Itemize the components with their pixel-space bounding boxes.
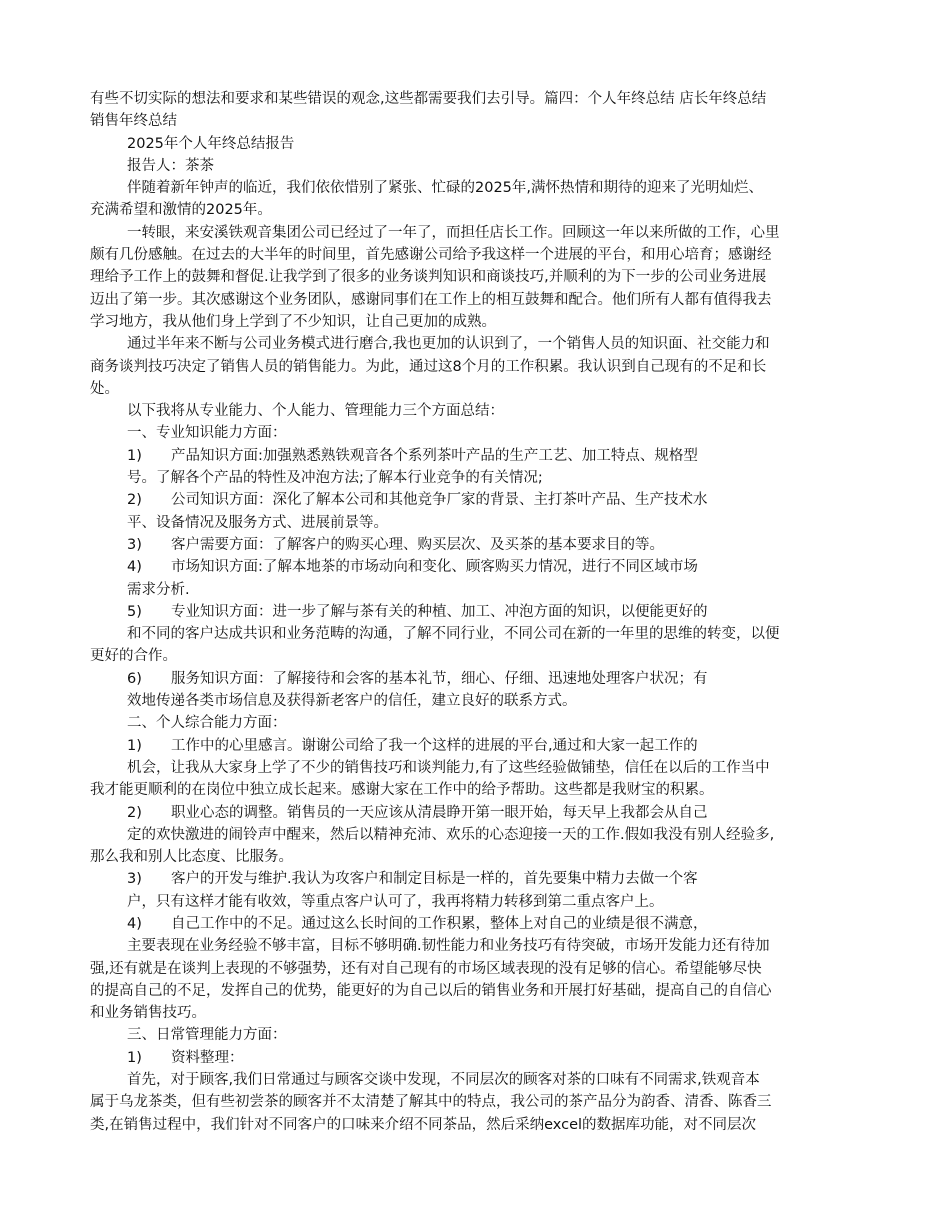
line-text: 自己工作中的不足。通过这么长时间的工作积累，整体上对自己的业绩是很不满意， (171, 915, 708, 932)
text-line (90, 846, 862, 868)
line-text: 客户的开发与维护.我认为攻客户和制定目标是一样的，首先要集中精力去做一个客 (171, 871, 698, 888)
text-line (90, 1091, 862, 1113)
line-text: 属于乌龙茶类，但有些初尝茶的顾客并不太清楚了解其中的特点，我公司的茶产品分为韵香、清香、陈香三 (90, 1094, 772, 1111)
text-line (90, 289, 862, 311)
text-line (90, 980, 862, 1002)
line-text: 伴随着新年钟声的临近，我们依依惜别了紧张、忙碌的2025年,满怀热情和期待的迎来了光明灿烂、 (127, 180, 764, 197)
line-text: 产品知识方面:加强熟悉熟铁观音各个系列茶叶产品的生产工艺、加工特点、规格型 (171, 447, 698, 464)
line-text: 户，只有这样才能有收效，等重点客户认可了，我再将精力转移到第二重点客户上。 (127, 893, 664, 910)
text-line (90, 824, 862, 846)
text-line (90, 891, 862, 913)
line-text: 那么我和别人比态度、比服务。 (90, 849, 293, 866)
line-text: 三、日常管理能力方面： (127, 1027, 287, 1044)
text-line (90, 579, 862, 601)
text-line (90, 356, 862, 378)
list-number: 3) (127, 871, 142, 888)
line-text: 2025年个人年终总结报告 (127, 135, 295, 152)
line-text: 工作中的心里感言。谢谢公司给了我一个这样的进展的平台,通过和大家一起工作的 (171, 737, 698, 754)
line-text: 充满希望和激情的2025年。 (90, 202, 272, 219)
text-line (90, 556, 862, 578)
text-line (90, 400, 862, 422)
line-text: 需求分析. (127, 581, 190, 598)
list-number: 4) (127, 559, 142, 576)
text-line (90, 133, 862, 155)
list-number: 6) (127, 670, 142, 687)
line-text: 理给予工作上的鼓舞和督促.让我学到了很多的业务谈判知识和商谈技巧,并顺利的为下一步的公司业务进展 (90, 269, 767, 286)
line-text: 销售年终总结 (90, 113, 177, 130)
line-text: 迈出了第一步。其次感谢这个业务团队，感谢同事们在工作上的相互鼓舞和配合。他们所有人都有值得我去 (90, 291, 772, 308)
text-line (90, 311, 862, 333)
line-text: 和不同的客户达成共识和业务范畴的沟通，了解不同行业，不同公司在新的一年里的思维的转变，以便 (127, 626, 780, 643)
text-line (90, 802, 862, 824)
line-text: 商务谈判技巧决定了销售人员的销售能力。为此，通过这8个月的工作积累。我认识到自己现有的不足和长 (90, 358, 767, 375)
line-text: 首先，对于顾客,我们日常通过与顾客交谈中发现，不同层次的顾客对茶的口味有不同需求,铁观音本 (127, 1072, 760, 1089)
text-line (90, 110, 862, 132)
list-number: 3) (127, 536, 142, 553)
line-text: 学习地方，我从他们身上学到了不少知识，让自己更加的成熟。 (90, 313, 496, 330)
line-text: 客户需要方面：了解客户的购买心理、购买层次、及买茶的基本要求目的等。 (171, 536, 664, 553)
line-text: 颇有几份感触。在过去的大半年的时间里，首先感谢公司给予我这样一个进展的平台，和用心培育；感谢经 (90, 247, 772, 264)
text-line (90, 668, 862, 690)
line-text: 我才能更顺利的在岗位中独立成长起来。感谢大家在工作中的给予帮助。这些都是我财宝的积累。 (90, 782, 714, 799)
line-text: 平、设备情况及服务方式、进展前景等。 (127, 514, 388, 531)
list-number: 2) (127, 492, 142, 509)
text-line (90, 690, 862, 712)
text-line (90, 712, 862, 734)
line-text: 服务知识方面：了解接待和会客的基本礼节，细心、仔细、迅速地处理客户状况；有 (171, 670, 708, 687)
line-text: 和业务销售技巧。 (90, 1005, 206, 1022)
line-text: 类,在销售过程中，我们针对不同客户的口味来介绍不同茶品，然后采纳excel的数据库功能，对不同层次 (90, 1116, 757, 1133)
line-text: 一、专业知识能力方面： (127, 425, 287, 442)
text-line (90, 177, 862, 199)
text-line (90, 868, 862, 890)
line-text: 效地传递各类市场信息及获得新老客户的信任，建立良好的联系方式。 (127, 693, 577, 710)
text-line (90, 1024, 862, 1046)
line-text: 处。 (90, 380, 119, 397)
line-text: 机会，让我从大家身上学了不少的销售技巧和谈判能力,有了这些经验做铺垫，信任在以后的工作当中 (127, 759, 770, 776)
text-line (90, 88, 862, 110)
text-line (90, 422, 862, 444)
text-line (90, 935, 862, 957)
text-line (90, 199, 862, 221)
line-text: 有些不切实际的想法和要求和某些错误的观念,这些都需要我们去引导。篇四：个人年终总结 店长年终总结 (90, 91, 767, 107)
text-line (90, 222, 862, 244)
line-text: 强,还有就是在谈判上表现的不够强势，还有对自己现有的市场区域表现的没有足够的信心。希望能够尽快 (90, 960, 762, 977)
line-text: 公司知识方面：深化了解本公司和其他竞争厂家的背景、主打茶叶产品、生产技术水 (171, 492, 708, 509)
line-text: 以下我将从专业能力、个人能力、管理能力三个方面总结： (127, 403, 504, 420)
text-line (90, 757, 862, 779)
text-line (90, 1002, 862, 1024)
line-text: 一转眼，来安溪铁观音集团公司已经过了一年了，而担任店长工作。回顾这一年以来所做的工作，心里 (127, 224, 780, 241)
list-number: 1) (127, 737, 142, 754)
line-text: 主要表现在业务经验不够丰富，目标不够明确.韧性能力和业务技巧有待突破，市场开发能力还有待加 (127, 938, 770, 955)
line-text: 专业知识方面：进一步了解与茶有关的种植、加工、冲泡方面的知识，以便能更好的 (171, 603, 708, 620)
text-line (90, 333, 862, 355)
line-text: 二、个人综合能力方面： (127, 715, 287, 732)
text-line (90, 601, 862, 623)
line-text: 市场知识方面:了解本地茶的市场动向和变化、顾客购买力情况，进行不同区域市场 (171, 559, 698, 576)
text-line (90, 623, 862, 645)
line-text: 报告人：茶茶 (127, 157, 214, 174)
document-page (90, 88, 862, 1136)
line-text: 更好的合作。 (90, 648, 177, 665)
text-line (90, 1047, 862, 1069)
text-line (90, 155, 862, 177)
text-line (90, 1114, 862, 1136)
text-line (90, 512, 862, 534)
list-number: 1) (127, 447, 142, 464)
line-text: 的提高自己的不足，发挥自己的优势，能更好的为自己以后的销售业务和开展打好基础，提高自己的自信心 (90, 982, 772, 999)
text-line (90, 735, 862, 757)
list-number: 4) (127, 915, 142, 932)
list-number: 5) (127, 603, 142, 620)
line-text: 职业心态的调整。销售员的一天应该从清晨睁开第一眼开始，每天早上我都会从自己 (171, 804, 708, 821)
text-line (90, 489, 862, 511)
text-line (90, 958, 862, 980)
text-line (90, 378, 862, 400)
text-line (90, 266, 862, 288)
line-text: 号。了解各个产品的特性及冲泡方法;了解本行业竞争的有关情况; (127, 470, 543, 487)
list-number: 1) (127, 1049, 142, 1066)
text-line (90, 645, 862, 667)
text-line (90, 467, 862, 489)
text-line (90, 913, 862, 935)
list-number: 2) (127, 804, 142, 821)
line-text: 定的欢快激进的闹铃声中醒来，然后以精神充沛、欢乐的心态迎接一天的工作.假如我没有别人经验多, (127, 826, 775, 843)
text-line (90, 534, 862, 556)
text-line (90, 445, 862, 467)
line-text: 通过半年来不断与公司业务模式进行磨合,我也更加的认识到了，一个销售人员的知识面、社交能力和 (127, 336, 770, 353)
text-line (90, 1069, 862, 1091)
text-line (90, 244, 862, 266)
text-line (90, 779, 862, 801)
line-text: 资料整理： (171, 1049, 244, 1066)
